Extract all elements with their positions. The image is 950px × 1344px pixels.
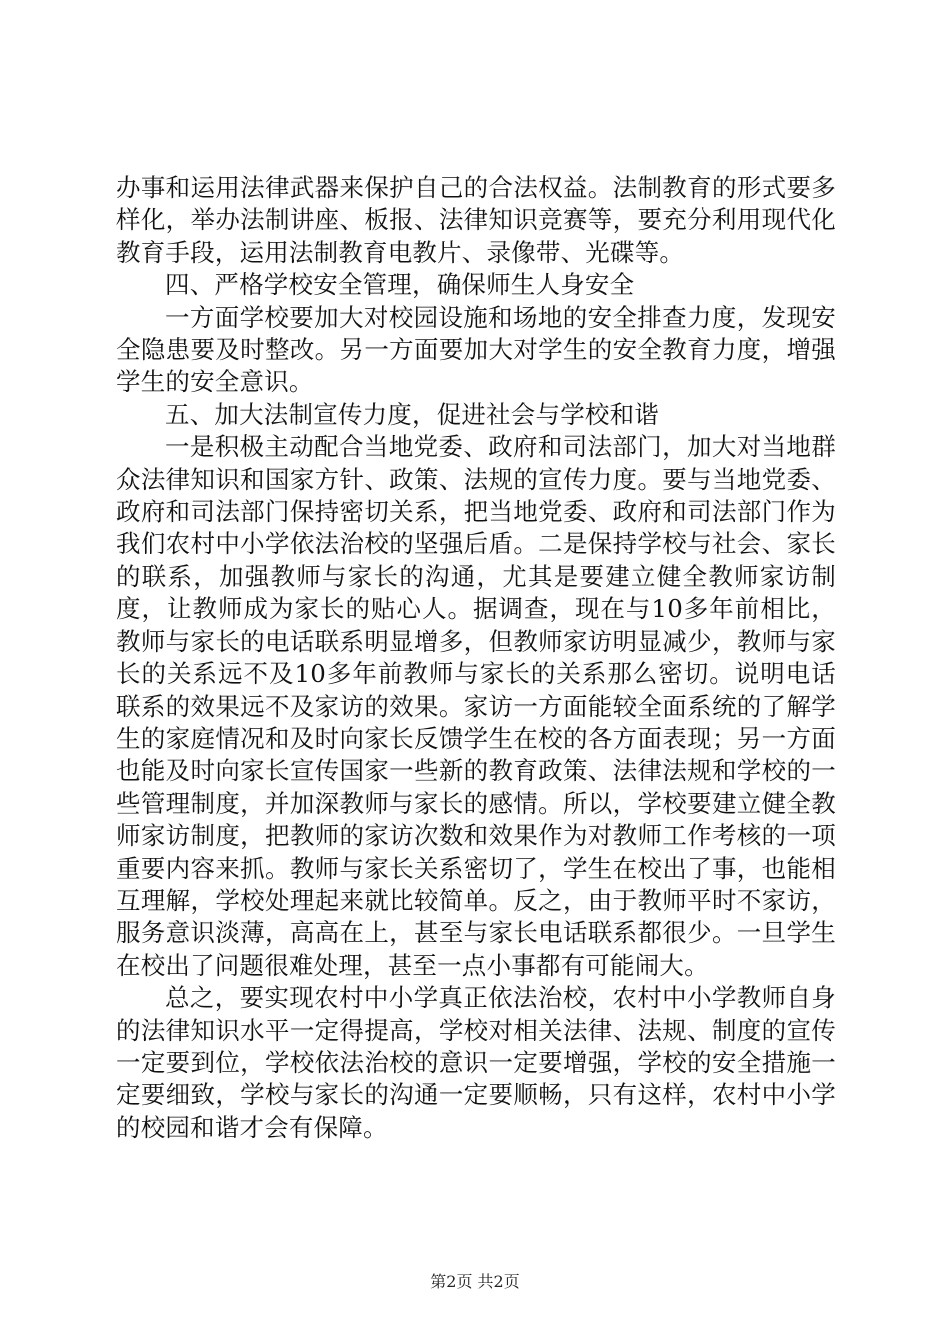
page-number: 第2页 共2页 bbox=[430, 1272, 520, 1291]
body-paragraph: 总之，要实现农村中小学真正依法治校，农村中小学教师自身的法律知识水平一定得提高，学校对相关法律、法规、制度的宣传一定要到位，学校依法治校的意识一定要增强，学校的安全措施一定要细致，学校与家长的沟通一定要顺畅，只有这样，农村中小学的校园和谐才会有保障。 bbox=[116, 983, 836, 1142]
body-paragraph: 一是积极主动配合当地党委、政府和司法部门，加大对当地群众法律知识和国家方针、政策、法规的宣传力度。要与当地党委、政府和司法部门保持密切关系，把当地党委、政府和司法部门作为我们农村中小学依法治校的坚强后盾。二是保持学校与社会、家长的联系，加强教师与家长的沟通，尤其是要建立健全教师家访制度，让教师成为家长的贴心人。据调查，现在与10多年前相比，教师与家长的电话联系明显增多，但教师家访明显减少，教师与家长的关系远不及10多年前教师与家长的关系那么密切。说明电话联系的效果远不及家访的效果。家访一方面能较全面系统的了解学生的家庭情况和及时向家长反馈学生在校的各方面表现；另一方面也能及时向家长宣传国家一些新的教育政策、法律法规和学校的一些管理制度，并加深教师与家长的感情。所以，学校要建立健全教师家访制度，把教师的家访次数和效果作为对教师工作考核的一项重要内容来抓。教师与家长关系密切了，学生在校出了事，也能相互理解，学校处理起来就比较简单。反之，由于教师平时不家访，服务意识淡薄，高高在上，甚至与家长电话联系都很少。一旦学生在校出了问题很难处理，甚至一点小事都有可能闹大。 bbox=[116, 432, 836, 980]
page-footer bbox=[0, 1272, 950, 1292]
body-paragraph: 一方面学校要加大对校园设施和场地的安全排查力度，发现安全隐患要及时整改。另一方面要加大对学生的安全教育力度，增强学生的安全意识。 bbox=[116, 302, 836, 397]
document-body bbox=[116, 172, 836, 1144]
section-heading: 四、严格学校安全管理，确保师生人身安全 bbox=[165, 270, 635, 300]
body-paragraph: 办事和运用法律武器来保护自己的合法权益。法制教育的形式要多样化，举办法制讲座、板报、法律知识竞赛等，要充分利用现代化教育手段，运用法制教育电教片、录像带、光碟等。 bbox=[116, 173, 836, 267]
section-heading: 五、加大法制宣传力度，促进社会与学校和谐 bbox=[165, 399, 659, 429]
